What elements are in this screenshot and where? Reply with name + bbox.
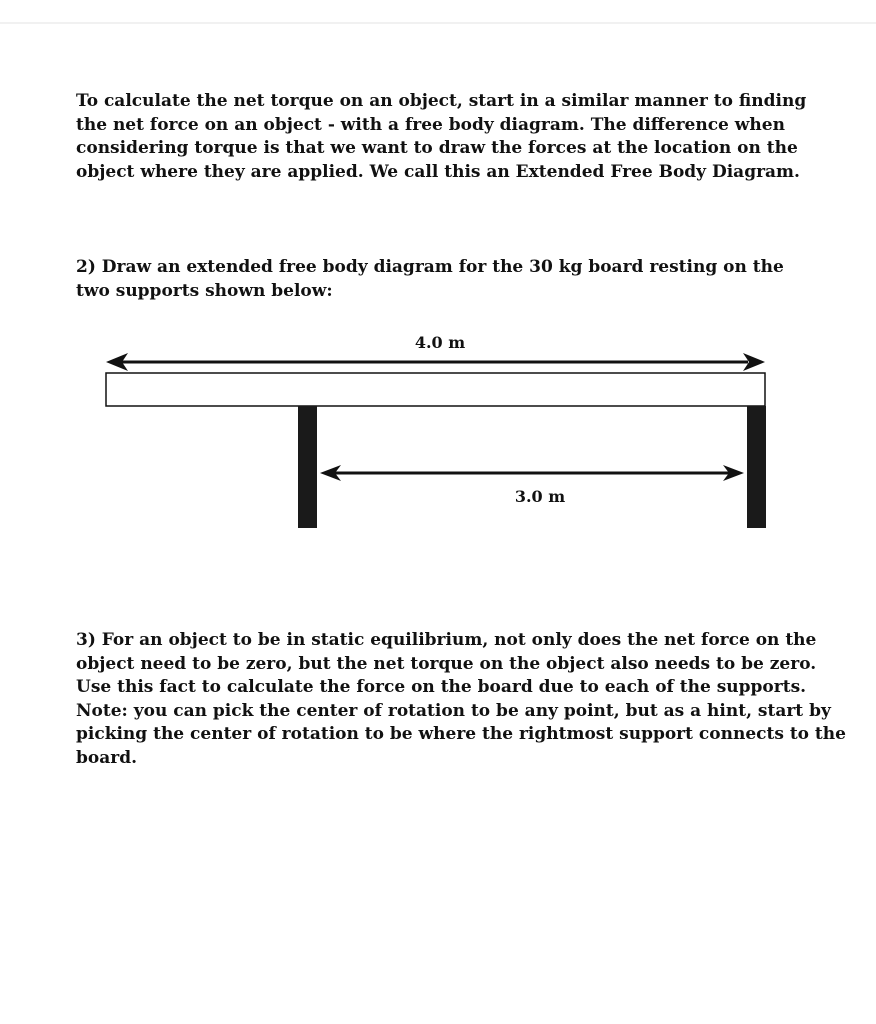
left-support xyxy=(298,406,317,528)
right-support xyxy=(747,406,766,528)
question-3-prompt: 3) For an object to be in static equilibrium, not only does the net force on the object need to be zero, but the net torque on the object also needs to be zero. Use this fact to calculate the force on the board due to each of the supports. Note: you can pick the center of rotation to be any point, but as a hint, start by picking the center of rotation to be where the rightmost support connects to the board. xyxy=(76,630,846,768)
top-divider xyxy=(0,22,876,24)
board-supports-diagram xyxy=(0,320,876,540)
board xyxy=(106,373,765,406)
support-spacing-arrow xyxy=(320,465,744,481)
board-length-label: 4.0 m xyxy=(414,333,466,352)
intro-paragraph: To calculate the net torque on an object, start in a similar manner to finding the net force on an object - with a free body diagram. The difference when considering torque is that we want to draw the forces at the location on the object where they are applied. We call this an Extended Free Body Diagram. xyxy=(76,91,807,182)
support-spacing-label: 3.0 m xyxy=(514,487,566,506)
question-2-prompt: 2) Draw an extended free body diagram for the 30 kg board resting on the two supports shown below: xyxy=(76,257,784,301)
board-length-arrow xyxy=(106,353,765,371)
